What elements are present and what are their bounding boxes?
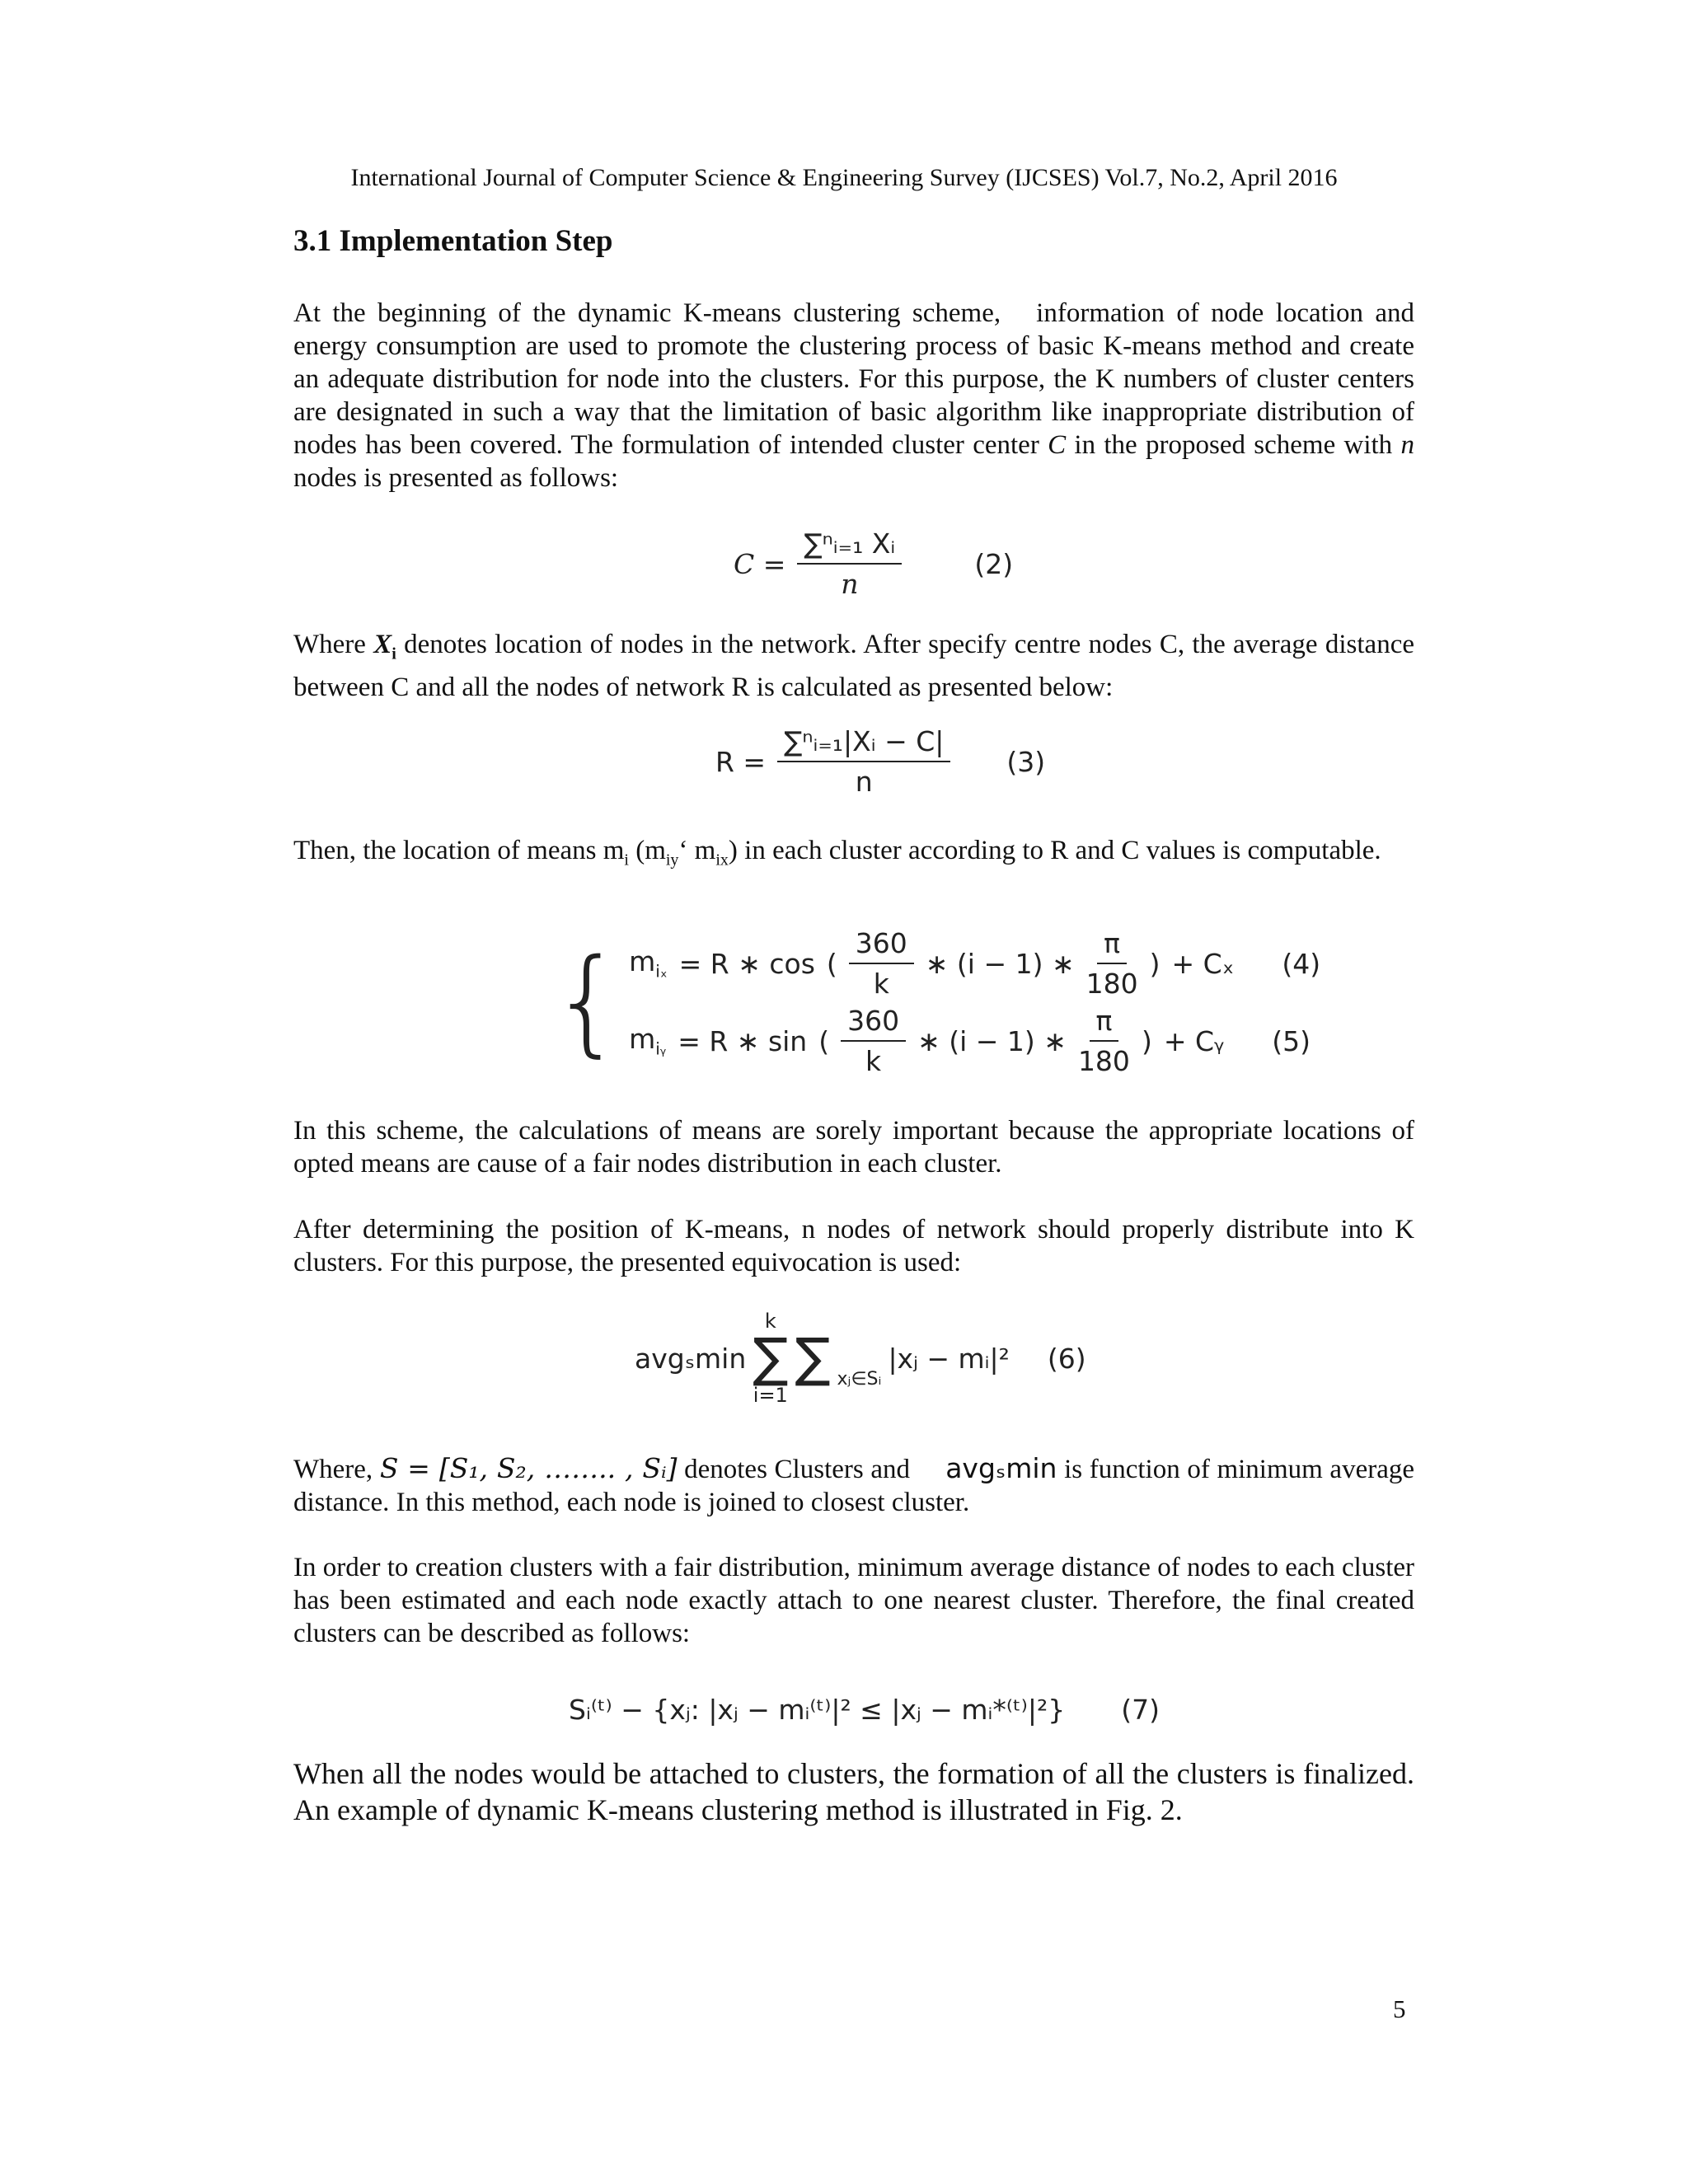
equation-6-sum-top: k [764, 1310, 776, 1333]
equation-5-frac-den: k [865, 1045, 882, 1077]
equation-5-pi-fraction [1078, 1005, 1130, 1077]
sub-i: i [624, 851, 629, 869]
equation-7-number: (7) [1121, 1694, 1160, 1726]
section-title: 3.1 Implementation Step [293, 224, 613, 258]
equation-4-frac-den: k [873, 968, 889, 1000]
equation-6-inner-sub: xⱼ∈Sᵢ [837, 1369, 882, 1390]
equation-3-denominator: n [855, 766, 873, 798]
paragraph-intro-text: At the beginning of the dynamic K-means clustering scheme, information of node location and energy consumption are used to promote the clustering process of basic K-means method and create an adequate distribution for node into the clusters. For this purpose, the K numbers of cluster centers are designated in such a way that the limitation of basic algorithm like inappropriate distribution of nodes has been covered. The formulation of intended cluster center [293, 298, 1414, 460]
paragraph-then-b: (m [628, 836, 666, 865]
equation-5-eq: = R ∗ sin [678, 1024, 808, 1057]
equation-3 [715, 725, 1045, 798]
equation-4-fraction [849, 927, 914, 1000]
equation-3-fraction [777, 725, 950, 798]
paragraph-creation: In order to creation clusters with a fair distribution, minimum average distance of nodes to each cluster has been estimated and each node exactly attach to one nearest cluster. Therefore, the final created clusters can be described as follows: [293, 1553, 1414, 1648]
paragraph-where-s-a: Where, [293, 1455, 380, 1484]
equation-5-tail: + Cᵧ [1163, 1024, 1225, 1057]
equation-3-numerator: ∑ⁿᵢ₌₁|Xᵢ − C| [777, 725, 950, 762]
equation-3-lhs: R = [715, 745, 767, 778]
equation-2 [734, 527, 1013, 600]
page-number: 5 [1393, 1994, 1406, 2023]
inner-sum-icon: ∑ [795, 1328, 831, 1389]
equation-2-numerator: ∑ⁿᵢ₌₁ Xᵢ [797, 527, 902, 565]
symbol-n: n [1400, 430, 1414, 460]
equation-5-lhs-sub: iᵧ [655, 1038, 667, 1059]
sum-icon: ∑ [753, 1328, 789, 1389]
paragraph-then-d: ) in each cluster according to R and C values is computable. [728, 836, 1381, 865]
paragraph-intro [293, 297, 1414, 494]
equation-6-outer-sum [753, 1310, 788, 1406]
equation-5-pi-den: 180 [1077, 1045, 1130, 1077]
equation-4-mid: ∗ (i − 1) ∗ [925, 947, 1075, 980]
equation-4-pi-fraction [1086, 927, 1138, 1000]
equation-4-pi-num: π [1097, 927, 1127, 964]
equation-2-fraction [797, 527, 902, 600]
equation-6 [635, 1310, 1086, 1406]
equation-2-denominator: n [841, 568, 859, 600]
paragraph-where-rest: denotes location of nodes in the network. After specify centre nodes C, the average distance between C and all the nodes of network R is calculated as presented below: [293, 630, 1414, 702]
equation-2-lhs: C = [734, 547, 786, 580]
sub-iy: iy [665, 851, 679, 869]
equation-6-lhs: avgₛmin [635, 1342, 747, 1375]
equation-3-number: (3) [1006, 745, 1046, 778]
equation-4-5 [551, 927, 1320, 1077]
paragraph-where-s-b: denotes Clusters and [677, 1455, 946, 1484]
equation-5-lhs: m [629, 1023, 656, 1056]
equation-4-tail: + Cₓ [1171, 947, 1235, 980]
equation-5-number: (5) [1272, 1024, 1311, 1057]
equation-4-eq: = R ∗ cos [678, 947, 815, 980]
equation-5-frac-num: 360 [841, 1005, 906, 1042]
paragraph-then [293, 834, 1414, 877]
equation-6-number: (6) [1047, 1342, 1086, 1375]
equation-5-fraction [841, 1005, 906, 1077]
paragraph-where-s [293, 1452, 1414, 1519]
sub-ix: ix [715, 851, 729, 869]
paragraph-where-xi [293, 628, 1414, 704]
paragraph-then-a: Then, the location of means m [293, 836, 625, 865]
equation-4-frac-num: 360 [849, 927, 914, 964]
equation-5-pi-num: π [1090, 1005, 1119, 1042]
paragraph-determining: After determining the position of K-means, n nodes of network should properly distribute into K clusters. For this purpose, the presented equivocation is used: [293, 1215, 1414, 1277]
equation-6-sum-bottom: i=1 [753, 1384, 788, 1407]
paragraph-intro-end: nodes is presented as follows: [293, 463, 619, 493]
symbol-avg-min: avgₛmin [945, 1452, 1057, 1484]
paragraph-then-c: ‘ m [678, 836, 716, 865]
equation-4: $m_{i_x}$ = R ∗ cos ( $\frac{360}{k}$ ∗ (i − 1) ∗ $\frac{\pi}{180}$ ) + Cₓ (4) [629, 927, 1321, 1000]
equation-4-lhs: m [629, 945, 656, 978]
paragraph-where-s-c: is function of minimum average distance. In this method, each node is joined to closest cluster. [293, 1455, 1415, 1517]
paragraph-intro-mid: in the proposed scheme with [1066, 430, 1401, 460]
symbol-s-set: S = [S₁, S₂, …….. , Sᵢ] [379, 1452, 678, 1484]
symbol-xi-sub: i [392, 644, 396, 663]
paragraph-where-start: Where [293, 630, 374, 659]
equation-7-body: Sᵢ⁽ᵗ⁾ − {xⱼ: |xⱼ − mᵢ⁽ᵗ⁾|² ≤ |xⱼ − mᵢ*⁽ᵗ⁾|²} [569, 1694, 1066, 1726]
equation-5: $m_{iᵧ}$ = R ∗ sin ( $\frac{360}{k}$ ∗ (i − 1) ∗ $\frac{\pi}{180}$ ) + Cᵧ (5) [629, 1005, 1311, 1077]
equation-5-mid: ∗ (i − 1) ∗ [917, 1024, 1067, 1057]
equation-4-lhs-sub: iₓ [655, 961, 668, 982]
equation-4-pi-den: 180 [1085, 968, 1138, 1000]
equation-2-number: (2) [974, 547, 1014, 580]
paragraph-calculations: In this scheme, the calculations of means are sorely important because the appropriate locations of opted means are cause of a fair nodes distribution in each cluster. [293, 1116, 1414, 1179]
equation-4-number: (4) [1282, 947, 1321, 980]
running-header: International Journal of Computer Science & Engineering Survey (IJCSES) Vol.7, No.2, April 2016 [350, 164, 1338, 191]
equation-7 [569, 1694, 1160, 1726]
symbol-xi: X [373, 630, 392, 659]
left-brace-icon: { [551, 935, 625, 1069]
symbol-c: C [1048, 430, 1067, 460]
paragraph-final: When all the nodes would be attached to clusters, the formation of all the clusters is finalized. An example of dynamic K-means clustering method is illustrated in Fig. 2. [293, 1757, 1414, 1826]
equation-6-body: |xⱼ − mᵢ|² [888, 1342, 1010, 1375]
